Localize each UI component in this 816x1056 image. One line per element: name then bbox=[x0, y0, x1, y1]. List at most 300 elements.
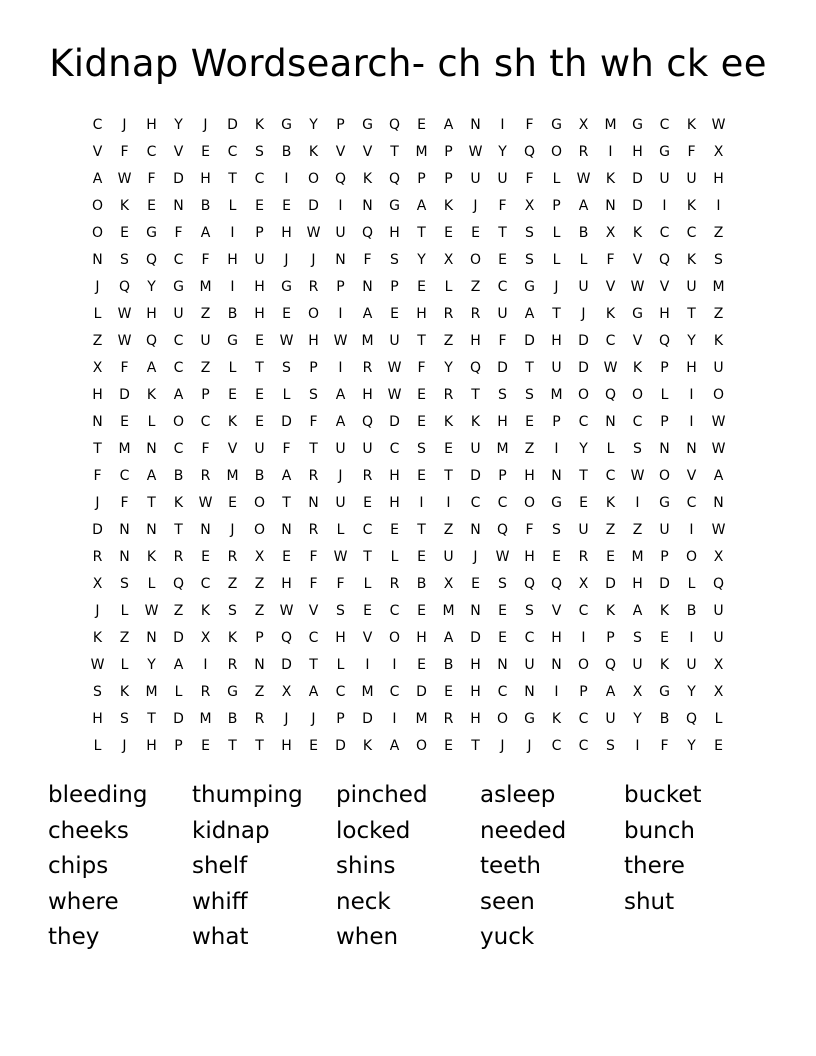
grid-letter: K bbox=[119, 684, 130, 700]
grid-letter: I bbox=[338, 360, 343, 376]
grid-letter: E bbox=[147, 198, 156, 214]
grid-letter: V bbox=[605, 279, 616, 295]
grid-letter: N bbox=[146, 630, 157, 646]
grid-letter: Q bbox=[523, 576, 536, 592]
grid-letter: D bbox=[497, 360, 508, 376]
grid-letter: N bbox=[281, 522, 292, 538]
grid-letter: O bbox=[307, 171, 320, 187]
grid-letter: S bbox=[525, 387, 534, 403]
grid-letter: F bbox=[201, 252, 210, 268]
grid-letter: C bbox=[578, 711, 589, 727]
grid-letter: C bbox=[146, 144, 157, 160]
grid-letter: T bbox=[174, 522, 183, 538]
grid-letter: A bbox=[443, 117, 454, 133]
grid-row bbox=[84, 383, 732, 410]
grid-letter: C bbox=[200, 576, 211, 592]
grid-letter: L bbox=[552, 225, 561, 241]
grid-letter: J bbox=[311, 252, 316, 268]
grid-letter: T bbox=[687, 306, 696, 322]
grid-letter: K bbox=[173, 495, 184, 511]
grid-letter: F bbox=[363, 252, 372, 268]
grid-letter: Z bbox=[632, 522, 643, 538]
grid-row bbox=[84, 113, 732, 140]
word-list-item: shut bbox=[624, 888, 675, 915]
grid-letter: G bbox=[524, 711, 535, 727]
grid-letter: E bbox=[444, 684, 453, 700]
grid-letter: C bbox=[578, 738, 589, 754]
grid-letter: S bbox=[633, 441, 642, 457]
grid-letter: T bbox=[390, 144, 399, 160]
grid-row bbox=[84, 734, 732, 761]
grid-letter: K bbox=[119, 198, 130, 214]
grid-letter: O bbox=[550, 144, 563, 160]
grid-letter: E bbox=[471, 225, 480, 241]
grid-letter: P bbox=[444, 144, 453, 160]
grid-letter: Y bbox=[147, 657, 156, 673]
grid-letter: Z bbox=[227, 576, 238, 592]
grid-letter: S bbox=[498, 387, 507, 403]
grid-letter: E bbox=[498, 630, 507, 646]
grid-letter: K bbox=[362, 171, 373, 187]
grid-letter: W bbox=[90, 657, 105, 673]
grid-row bbox=[84, 221, 732, 248]
grid-letter: H bbox=[146, 306, 157, 322]
word-list-item: teeth bbox=[480, 853, 541, 879]
grid-letter: N bbox=[146, 522, 157, 538]
grid-letter: U bbox=[497, 306, 508, 322]
grid-letter: M bbox=[118, 441, 131, 457]
grid-letter: A bbox=[200, 225, 211, 241]
grid-letter: W bbox=[198, 495, 213, 511]
grid-letter: X bbox=[578, 117, 589, 133]
grid-letter: K bbox=[227, 630, 238, 646]
grid-letter: G bbox=[173, 279, 184, 295]
grid-letter: I bbox=[230, 279, 235, 295]
grid-letter: F bbox=[201, 441, 210, 457]
grid-letter: Z bbox=[254, 576, 265, 592]
grid-letter: D bbox=[470, 468, 481, 484]
grid-row bbox=[84, 167, 732, 194]
grid-row bbox=[84, 572, 732, 599]
grid-letter: C bbox=[173, 441, 184, 457]
grid-letter: T bbox=[579, 468, 588, 484]
grid-letter: P bbox=[336, 711, 345, 727]
grid-letter: J bbox=[122, 117, 127, 133]
grid-row bbox=[84, 545, 732, 572]
grid-row bbox=[84, 140, 732, 167]
grid-letter: Q bbox=[469, 360, 482, 376]
grid-letter: W bbox=[711, 414, 726, 430]
grid-letter: X bbox=[281, 684, 292, 700]
grid-letter: C bbox=[335, 684, 346, 700]
grid-letter: J bbox=[203, 117, 208, 133]
grid-letter: J bbox=[338, 468, 343, 484]
grid-letter: K bbox=[686, 252, 697, 268]
grid-letter: C bbox=[686, 495, 697, 511]
grid-letter: R bbox=[578, 144, 589, 160]
grid-letter: U bbox=[173, 306, 184, 322]
grid-letter: T bbox=[228, 738, 237, 754]
grid-letter: A bbox=[335, 387, 346, 403]
grid-letter: S bbox=[714, 252, 723, 268]
grid-letter: O bbox=[658, 468, 671, 484]
grid-letter: U bbox=[524, 657, 535, 673]
grid-letter: Q bbox=[145, 252, 158, 268]
grid-letter: K bbox=[470, 414, 481, 430]
grid-letter: W bbox=[495, 549, 510, 565]
grid-letter: D bbox=[362, 711, 373, 727]
grid-letter: H bbox=[632, 144, 643, 160]
grid-letter: F bbox=[687, 144, 696, 160]
grid-letter: C bbox=[659, 117, 670, 133]
grid-letter: A bbox=[92, 171, 103, 187]
grid-letter: K bbox=[362, 738, 373, 754]
grid-letter: T bbox=[417, 333, 426, 349]
grid-letter: Z bbox=[605, 522, 616, 538]
grid-letter: D bbox=[470, 630, 481, 646]
grid-letter: G bbox=[281, 279, 292, 295]
grid-letter: T bbox=[282, 495, 291, 511]
grid-letter: J bbox=[311, 711, 316, 727]
grid-letter: H bbox=[470, 333, 481, 349]
word-list-item: shins bbox=[336, 853, 396, 879]
grid-letter: B bbox=[173, 468, 184, 484]
grid-letter: J bbox=[95, 603, 100, 619]
grid-letter: A bbox=[146, 360, 157, 376]
grid-letter: I bbox=[689, 630, 694, 646]
grid-letter: Z bbox=[254, 684, 265, 700]
grid-letter: C bbox=[389, 684, 400, 700]
grid-letter: Z bbox=[470, 279, 481, 295]
grid-letter: T bbox=[228, 171, 237, 187]
grid-letter: C bbox=[200, 414, 211, 430]
grid-letter: D bbox=[281, 414, 292, 430]
grid-letter: P bbox=[336, 117, 345, 133]
grid-letter: P bbox=[552, 198, 561, 214]
grid-letter: V bbox=[173, 144, 184, 160]
grid-letter: E bbox=[309, 738, 318, 754]
grid-letter: I bbox=[284, 171, 289, 187]
grid-letter: F bbox=[282, 441, 291, 457]
grid-letter: A bbox=[362, 306, 373, 322]
grid-letter: Q bbox=[496, 522, 509, 538]
grid-letter: A bbox=[173, 657, 184, 673]
grid-letter: W bbox=[630, 279, 645, 295]
grid-letter: I bbox=[689, 522, 694, 538]
grid-letter: A bbox=[335, 414, 346, 430]
grid-letter: K bbox=[254, 117, 265, 133]
grid-letter: N bbox=[686, 441, 697, 457]
grid-letter: C bbox=[497, 279, 508, 295]
grid-letter: F bbox=[498, 333, 507, 349]
grid-letter: I bbox=[446, 495, 451, 511]
grid-letter: G bbox=[227, 684, 238, 700]
grid-letter: W bbox=[279, 333, 294, 349]
grid-letter: W bbox=[711, 117, 726, 133]
grid-letter: L bbox=[390, 549, 399, 565]
grid-letter: R bbox=[443, 387, 454, 403]
grid-letter: E bbox=[417, 603, 426, 619]
grid-letter: J bbox=[95, 279, 100, 295]
grid-letter: E bbox=[255, 198, 264, 214]
grid-letter: G bbox=[389, 198, 400, 214]
grid-letter: K bbox=[659, 603, 670, 619]
grid-letter: V bbox=[92, 144, 103, 160]
grid-letter: C bbox=[470, 495, 481, 511]
grid-letter: G bbox=[659, 495, 670, 511]
grid-letter: J bbox=[122, 738, 127, 754]
grid-letter: E bbox=[282, 198, 291, 214]
word-list-item: bucket bbox=[624, 782, 702, 808]
grid-letter: J bbox=[581, 306, 586, 322]
grid-letter: W bbox=[711, 441, 726, 457]
grid-letter: N bbox=[713, 495, 724, 511]
grid-letter: E bbox=[417, 657, 426, 673]
grid-letter: N bbox=[362, 279, 373, 295]
grid-letter: D bbox=[578, 333, 589, 349]
grid-letter: D bbox=[605, 576, 616, 592]
grid-letter: U bbox=[389, 333, 400, 349]
grid-letter: N bbox=[119, 549, 130, 565]
grid-letter: Q bbox=[334, 171, 347, 187]
word-list-item: neck bbox=[336, 888, 391, 915]
grid-letter: C bbox=[92, 117, 103, 133]
grid-letter: X bbox=[713, 657, 724, 673]
grid-letter: A bbox=[389, 738, 400, 754]
grid-letter: L bbox=[228, 360, 237, 376]
grid-letter: I bbox=[230, 225, 235, 241]
grid-letter: T bbox=[309, 441, 318, 457]
word-list bbox=[48, 778, 768, 958]
grid-letter: R bbox=[362, 360, 373, 376]
grid-letter: W bbox=[117, 333, 132, 349]
grid-letter: H bbox=[686, 360, 697, 376]
grid-letter: D bbox=[173, 171, 184, 187]
grid-letter: E bbox=[417, 414, 426, 430]
grid-letter: N bbox=[254, 657, 265, 673]
word-list-item: seen bbox=[480, 888, 535, 915]
grid-letter: S bbox=[498, 576, 507, 592]
grid-letter: Y bbox=[147, 279, 156, 295]
grid-letter: U bbox=[497, 171, 508, 187]
grid-letter: E bbox=[606, 549, 615, 565]
grid-row bbox=[84, 329, 732, 356]
grid-letter: U bbox=[686, 171, 697, 187]
grid-letter: P bbox=[255, 630, 264, 646]
grid-letter: N bbox=[551, 468, 562, 484]
grid-letter: K bbox=[632, 360, 643, 376]
grid-letter: I bbox=[554, 684, 559, 700]
grid-letter: H bbox=[92, 387, 103, 403]
grid-letter: B bbox=[281, 144, 292, 160]
grid-letter: X bbox=[605, 225, 616, 241]
grid-letter: C bbox=[524, 630, 535, 646]
grid-letter: Z bbox=[713, 225, 724, 241]
grid-letter: H bbox=[713, 171, 724, 187]
grid-row bbox=[84, 302, 732, 329]
grid-letter: K bbox=[551, 711, 562, 727]
grid-letter: N bbox=[524, 684, 535, 700]
grid-letter: E bbox=[255, 333, 264, 349]
grid-letter: R bbox=[227, 657, 238, 673]
grid-letter: M bbox=[226, 468, 239, 484]
grid-letter: Q bbox=[172, 576, 185, 592]
grid-letter: V bbox=[362, 630, 373, 646]
grid-letter: L bbox=[336, 522, 345, 538]
grid-letter: S bbox=[552, 522, 561, 538]
grid-letter: W bbox=[117, 306, 132, 322]
grid-letter: L bbox=[606, 441, 615, 457]
grid-letter: D bbox=[227, 117, 238, 133]
grid-letter: X bbox=[713, 549, 724, 565]
grid-letter: I bbox=[419, 495, 424, 511]
grid-letter: E bbox=[552, 549, 561, 565]
grid-letter: S bbox=[525, 252, 534, 268]
grid-letter: I bbox=[608, 144, 613, 160]
grid-letter: P bbox=[390, 279, 399, 295]
grid-letter: I bbox=[635, 738, 640, 754]
grid-letter: E bbox=[201, 549, 210, 565]
grid-letter: V bbox=[632, 333, 643, 349]
grid-letter: E bbox=[498, 252, 507, 268]
word-list-item: shelf bbox=[192, 853, 248, 879]
grid-letter: F bbox=[120, 495, 129, 511]
grid-letter: J bbox=[473, 549, 478, 565]
grid-letter: K bbox=[632, 225, 643, 241]
grid-letter: T bbox=[417, 522, 426, 538]
grid-letter: T bbox=[255, 360, 264, 376]
grid-letter: S bbox=[525, 225, 534, 241]
grid-letter: N bbox=[470, 603, 481, 619]
grid-letter: H bbox=[281, 738, 292, 754]
grid-letter: L bbox=[93, 738, 102, 754]
grid-letter: H bbox=[551, 333, 562, 349]
grid-letter: Q bbox=[145, 333, 158, 349]
grid-letter: T bbox=[552, 306, 561, 322]
grid-letter: X bbox=[200, 630, 211, 646]
grid-letter: Q bbox=[604, 387, 617, 403]
grid-letter: F bbox=[660, 738, 669, 754]
grid-letter: A bbox=[578, 198, 589, 214]
grid-letter: K bbox=[308, 144, 319, 160]
grid-letter: G bbox=[632, 117, 643, 133]
grid-letter: V bbox=[551, 603, 562, 619]
grid-letter: X bbox=[443, 252, 454, 268]
grid-letter: X bbox=[578, 576, 589, 592]
grid-letter: K bbox=[605, 603, 616, 619]
grid-row bbox=[84, 653, 732, 680]
grid-letter: O bbox=[685, 549, 698, 565]
grid-letter: E bbox=[201, 144, 210, 160]
grid-letter: Z bbox=[524, 441, 535, 457]
grid-letter: R bbox=[173, 549, 184, 565]
grid-letter: P bbox=[552, 414, 561, 430]
grid-letter: J bbox=[527, 738, 532, 754]
grid-letter: U bbox=[551, 360, 562, 376]
grid-letter: P bbox=[498, 468, 507, 484]
grid-letter: C bbox=[173, 333, 184, 349]
grid-letter: B bbox=[659, 711, 670, 727]
grid-letter: A bbox=[308, 684, 319, 700]
grid-letter: H bbox=[470, 711, 481, 727]
grid-letter: A bbox=[146, 468, 157, 484]
grid-letter: P bbox=[579, 684, 588, 700]
grid-letter: C bbox=[254, 171, 265, 187]
grid-letter: G bbox=[146, 225, 157, 241]
grid-letter: N bbox=[119, 522, 130, 538]
grid-letter: M bbox=[361, 684, 374, 700]
grid-letter: R bbox=[362, 468, 373, 484]
grid-letter: W bbox=[387, 387, 402, 403]
grid-letter: Y bbox=[444, 360, 453, 376]
grid-letter: K bbox=[227, 414, 238, 430]
page-title: Kidnap Wordsearch- ch sh th wh ck ee bbox=[49, 42, 767, 85]
grid-letter: Y bbox=[579, 441, 588, 457]
grid-letter: E bbox=[282, 549, 291, 565]
grid-letter: P bbox=[174, 738, 183, 754]
grid-letter: D bbox=[389, 414, 400, 430]
grid-letter: P bbox=[417, 171, 426, 187]
grid-letter: O bbox=[91, 225, 104, 241]
grid-letter: Z bbox=[254, 603, 265, 619]
grid-letter: C bbox=[173, 252, 184, 268]
word-list-item: whiff bbox=[192, 888, 248, 915]
grid-letter: H bbox=[200, 171, 211, 187]
grid-letter: C bbox=[659, 225, 670, 241]
grid-letter: U bbox=[713, 603, 724, 619]
grid-letter: V bbox=[308, 603, 319, 619]
grid-letter: S bbox=[255, 144, 264, 160]
grid-letter: F bbox=[525, 522, 534, 538]
grid-letter: T bbox=[525, 360, 534, 376]
grid-letter: K bbox=[146, 387, 157, 403]
grid-letter: L bbox=[147, 576, 156, 592]
grid-letter: U bbox=[254, 441, 265, 457]
grid-row bbox=[84, 518, 732, 545]
grid-letter: N bbox=[146, 441, 157, 457]
grid-letter: E bbox=[228, 495, 237, 511]
grid-letter: Y bbox=[687, 333, 696, 349]
grid-letter: E bbox=[714, 738, 723, 754]
grid-letter: U bbox=[659, 171, 670, 187]
grid-letter: C bbox=[578, 603, 589, 619]
grid-letter: M bbox=[442, 603, 455, 619]
grid-letter: S bbox=[120, 576, 129, 592]
grid-letter: R bbox=[227, 549, 238, 565]
grid-letter: U bbox=[335, 441, 346, 457]
grid-letter: N bbox=[362, 198, 373, 214]
grid-letter: L bbox=[714, 711, 723, 727]
grid-letter: E bbox=[525, 414, 534, 430]
grid-letter: Z bbox=[200, 306, 211, 322]
grid-letter: K bbox=[713, 333, 724, 349]
grid-letter: L bbox=[660, 387, 669, 403]
grid-letter: X bbox=[92, 576, 103, 592]
grid-letter: E bbox=[417, 387, 426, 403]
grid-letter: I bbox=[338, 306, 343, 322]
grid-letter: N bbox=[335, 252, 346, 268]
grid-letter: X bbox=[254, 549, 265, 565]
grid-letter: H bbox=[146, 738, 157, 754]
grid-letter: Y bbox=[309, 117, 318, 133]
grid-letter: I bbox=[554, 441, 559, 457]
grid-letter: L bbox=[147, 414, 156, 430]
grid-letter: T bbox=[444, 468, 453, 484]
grid-letter: F bbox=[147, 171, 156, 187]
grid-letter: M bbox=[199, 711, 212, 727]
grid-letter: W bbox=[117, 171, 132, 187]
word-list-item: pinched bbox=[336, 782, 428, 808]
